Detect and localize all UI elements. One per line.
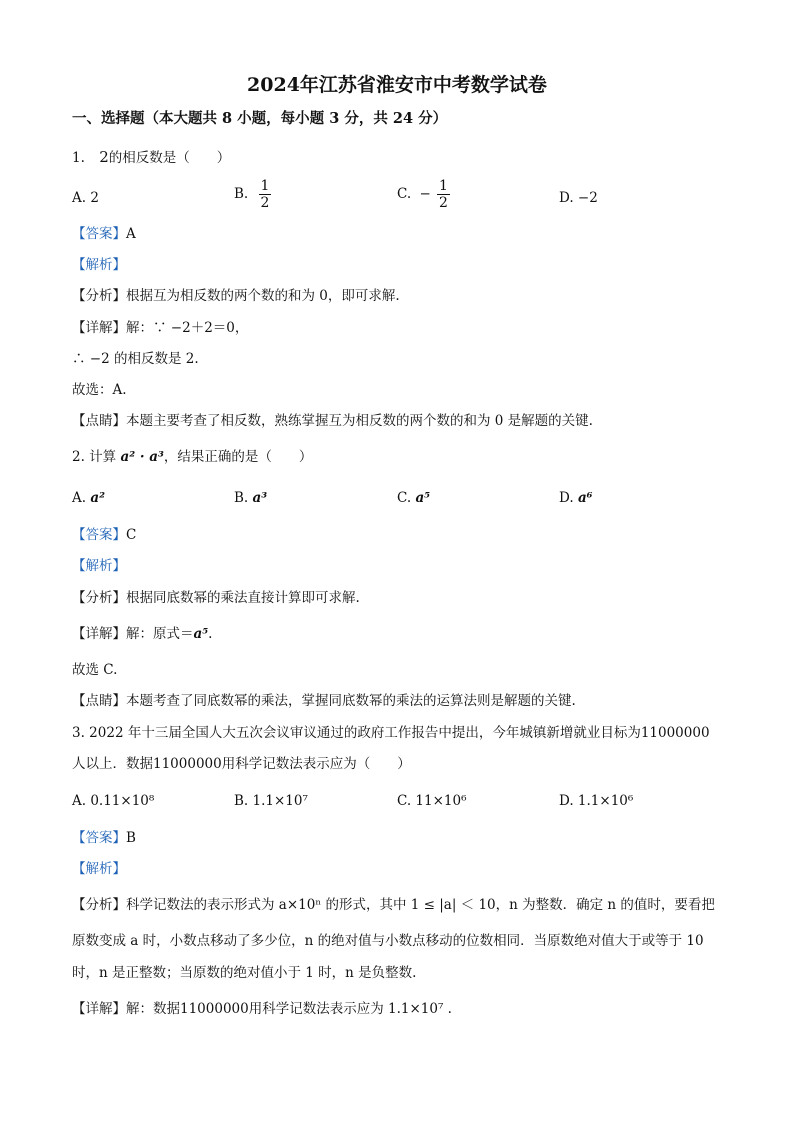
q1-option-a: A. 2	[72, 190, 99, 206]
q1-option-b-denominator: 2	[260, 195, 270, 211]
q2-option-a-label: A.	[72, 490, 87, 506]
q1-answer	[72, 225, 136, 243]
q3-stem-line2: 人以上．数据11000000用科学记数法表示应为（ ）	[72, 756, 411, 772]
q2-dianjing-text: 本题考查了同底数幂的乘法，掌握同底数幂的乘法的运算法则是解题的关键.	[126, 693, 576, 709]
q2-stem-expr: a² · a³	[120, 449, 164, 465]
fenxi-tag: 【分析】	[72, 288, 126, 304]
q1-option-c-fraction	[437, 178, 450, 211]
q1-option-c-label: C.	[397, 186, 412, 202]
q1-choose: 故选：A.	[72, 382, 127, 398]
q1-xiangjie-text: 解：∵ −2＋2＝0，	[126, 320, 249, 336]
q1-therefore: ∴ −2 的相反数是 2.	[72, 351, 199, 367]
xiangjie-tag: 【详解】	[72, 626, 126, 642]
fenxi-tag: 【分析】	[72, 897, 126, 913]
q1-expr: 2	[99, 148, 109, 166]
q2-dianjing	[72, 692, 576, 710]
q1-number: 1.	[72, 150, 85, 166]
q3-answer	[72, 829, 136, 847]
q3-fenxi-text1: 科学记数法的表示形式为 a×10ⁿ 的形式，其中 1 ≤ |a| ＜ 10，n 为整数．确定 n 的值时，要看把	[126, 897, 715, 913]
answer-tag: 【答案】	[72, 527, 126, 543]
q2-xiangjie	[72, 625, 212, 643]
q1-option-c-sign: −	[419, 186, 431, 202]
q3-option-d: D. 1.1×10⁶	[559, 793, 634, 809]
fenxi-tag: 【分析】	[72, 590, 126, 606]
q2-option-a	[72, 489, 105, 507]
q1-option-d: D. −2	[559, 190, 598, 206]
q2-xiangjie-expr: a⁵	[193, 626, 209, 642]
q1-dianjing	[72, 412, 593, 430]
q2-stem-prefix: 2. 计算	[72, 449, 117, 465]
q2-option-d	[559, 489, 593, 507]
analysis-tag: 【解析】	[72, 257, 126, 273]
q2-xiangjie-prefix: 解：原式＝	[126, 626, 194, 642]
q1-answer-value: A	[126, 226, 136, 242]
q2-option-c-expr: a⁵	[415, 490, 431, 506]
q2-option-c-label: C.	[397, 490, 412, 506]
answer-tag: 【答案】	[72, 830, 126, 846]
analysis-tag: 【解析】	[72, 861, 126, 877]
q1-fenxi-text: 根据互为相反数的两个数的和为 0，即可求解.	[126, 288, 400, 304]
q2-option-d-expr: a⁶	[577, 490, 593, 506]
q1-xiangjie	[72, 319, 248, 337]
q3-option-a: A. 0.11×10⁸	[72, 793, 155, 809]
q1-analysis	[72, 256, 126, 274]
q1-option-b-numerator: 1	[260, 178, 270, 194]
q1-option-c-numerator: 1	[439, 178, 448, 194]
q2-option-b-label: B.	[234, 490, 249, 506]
q1-option-b	[234, 178, 271, 211]
q2-analysis	[72, 557, 126, 575]
q2-stem-suffix: ，结果正确的是（ ）	[163, 449, 313, 465]
q1-option-c	[397, 178, 450, 211]
q3-answer-value: B	[126, 830, 136, 846]
xiangjie-tag: 【详解】	[72, 320, 126, 336]
q1-dianjing-text: 本题主要考查了相反数，熟练掌握互为相反数的两个数的和为 0 是解题的关键.	[126, 413, 593, 429]
q1-option-b-fraction	[259, 178, 272, 211]
answer-tag: 【答案】	[72, 226, 126, 242]
q1-stem-text: 的相反数是（ ）	[108, 150, 231, 166]
q2-answer	[72, 526, 136, 544]
q2-answer-value: C	[126, 527, 137, 543]
q3-xiangjie-text: 解：数据11000000用科学记数法表示应为 1.1×10⁷ .	[126, 1001, 452, 1017]
q3-fenxi-line1	[72, 896, 715, 914]
q2-fenxi	[72, 589, 360, 607]
page-title: 2024年江苏省淮安市中考数学试卷	[247, 74, 547, 96]
q1-stem	[72, 148, 230, 167]
q2-option-c	[397, 489, 430, 507]
q2-option-a-expr: a²	[90, 490, 106, 506]
q3-analysis	[72, 860, 126, 878]
q1-fenxi	[72, 287, 400, 305]
q3-option-b: B. 1.1×10⁷	[234, 793, 308, 809]
q3-option-c: C. 11×10⁶	[397, 793, 467, 809]
q3-fenxi-line3: 时，n 是正整数；当原数的绝对值小于 1 时，n 是负整数.	[72, 965, 417, 981]
q2-xiangjie-suffix: .	[208, 626, 213, 642]
q2-option-d-label: D.	[559, 490, 574, 506]
q2-choose: 故选 C.	[72, 662, 118, 678]
q3-xiangjie	[72, 1000, 452, 1018]
q2-option-b	[234, 489, 267, 507]
q3-stem-line1: 3. 2022 年十三届全国人大五次会议审议通过的政府工作报告中提出，今年城镇新增就业目标为11000000	[72, 725, 710, 741]
q1-option-c-denominator: 2	[439, 195, 448, 211]
q1-option-b-label: B.	[234, 186, 249, 202]
q2-stem	[72, 448, 312, 466]
q3-fenxi-line2: 原数变成 a 时，小数点移动了多少位，n 的绝对值与小数点移动的位数相同．当原数绝对值大于或等于 10	[72, 933, 704, 949]
xiangjie-tag: 【详解】	[72, 1001, 126, 1017]
section-heading: 一、选择题（本大题共 8 小题，每小题 3 分，共 24 分）	[72, 110, 448, 127]
analysis-tag: 【解析】	[72, 558, 126, 574]
q2-option-b-expr: a³	[252, 490, 268, 506]
q2-fenxi-text: 根据同底数幂的乘法直接计算即可求解.	[126, 590, 360, 606]
dianjing-tag: 【点睛】	[72, 693, 126, 709]
dianjing-tag: 【点睛】	[72, 413, 126, 429]
